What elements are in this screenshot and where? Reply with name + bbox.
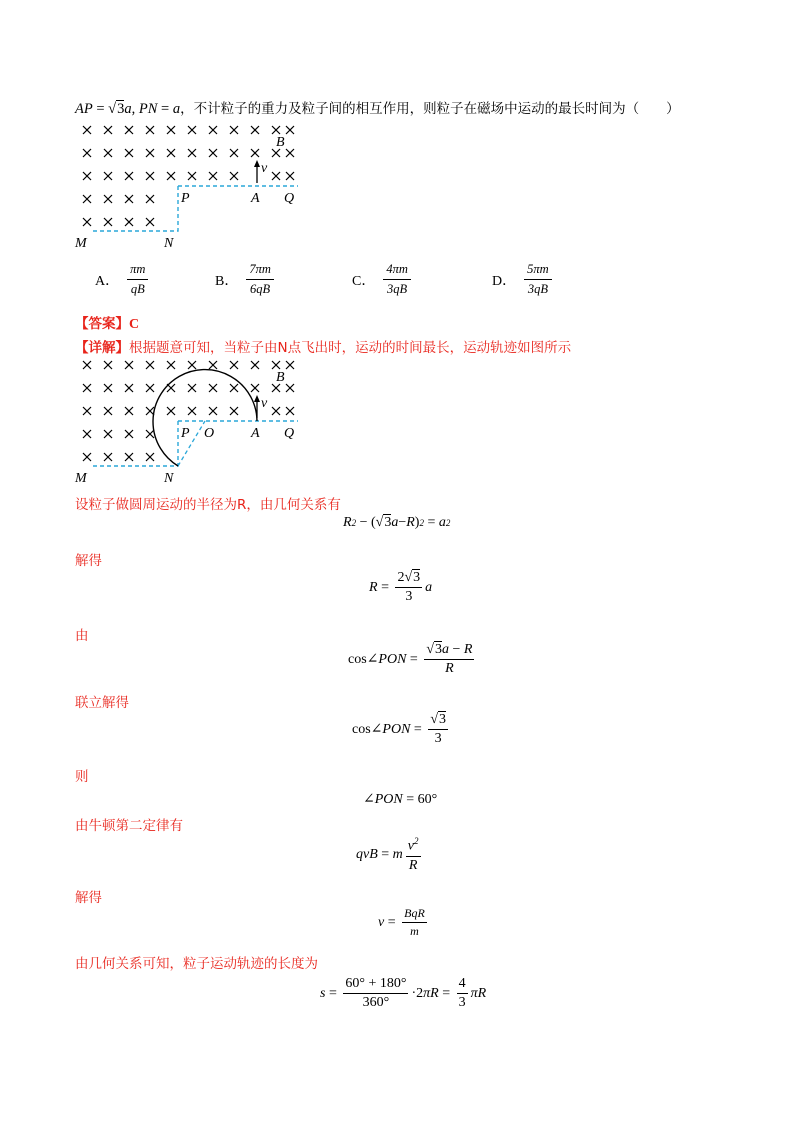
step-7: 解得 — [75, 890, 102, 906]
step-3: 由 — [75, 628, 89, 644]
label-B: B — [276, 370, 285, 385]
label-B: B — [276, 135, 285, 150]
label-N: N — [164, 471, 174, 486]
label-P: P — [181, 426, 190, 441]
equation-1: R 2 − ( √ 3 a − R ) 2 = a 2 — [343, 514, 451, 530]
label-v: v — [261, 161, 268, 176]
label-O: O — [204, 426, 215, 441]
label-v: v — [261, 396, 268, 411]
step-8: 由几何关系可知，粒子运动轨迹的长度为 — [75, 956, 318, 972]
figure-trajectory-2 — [70, 353, 310, 488]
step-4: 联立解得 — [75, 695, 129, 711]
step-6: 由牛顿第二定律有 — [75, 818, 183, 834]
label-Q: Q — [284, 191, 295, 206]
step-5: 则 — [75, 769, 89, 785]
equation-5: ∠ PON = 60° — [363, 791, 438, 807]
step-1: 设粒子做圆周运动的半径为R，由几何关系有 — [75, 497, 341, 513]
question-math: AP — [75, 101, 93, 117]
equation-8: s = $\frac{60^\circ + 180^\circ}{360^\circ}$ ·2 πR = $\frac{4}{3}$ πR — [320, 976, 487, 1010]
answer-line: 【答案】C — [75, 316, 140, 332]
label-M: M — [75, 471, 87, 486]
option-b[interactable]: B． $\frac{7\pi m}{6qB}$ — [215, 262, 274, 297]
answer-value: C — [129, 317, 140, 332]
option-a[interactable]: A． $\frac{\pi m}{qB}$ — [95, 262, 148, 297]
equation-6: qvB = m $\frac{v^2}{R}$ — [356, 836, 419, 873]
equation-4: cos∠ PON = $\frac{√3}{3}$ — [352, 712, 446, 746]
figure-magnetic-field-1 — [70, 118, 310, 253]
detail-line: 【详解】根据题意可知，当粒子由N点飞出时，运动的时间最长，运动轨迹如图所示 — [75, 340, 572, 356]
label-Q: Q — [284, 426, 295, 441]
trajectory-arc — [153, 370, 257, 466]
label-N: N — [164, 236, 174, 251]
question-line: AP = √3a, PN = a，不计粒子的重力及粒子间的相互作用，则粒子在磁场中运动的最长时间为（ ） — [75, 101, 680, 117]
option-d[interactable]: D． $\frac{5\pi m}{3qB}$ — [492, 262, 552, 297]
boundary-PNM — [90, 186, 178, 231]
label-M: M — [75, 236, 87, 251]
step-2: 解得 — [75, 553, 102, 569]
boundary-PNM — [90, 421, 178, 466]
label-P: P — [181, 191, 190, 206]
equation-7: v = BqR m — [378, 906, 425, 938]
label-A: A — [251, 426, 260, 441]
option-c[interactable]: C． $\frac{4\pi m}{3qB}$ — [352, 262, 411, 297]
equation-3: cos∠ PON = $\frac{√3a - R}{R}$ — [348, 642, 473, 676]
label-A: A — [251, 191, 260, 206]
equation-2: R = $\frac{2√3}{3}$ a — [369, 570, 433, 604]
question-text: ，不计粒子的重力及粒子间的相互作用，则粒子在磁场中运动的最长时间为（ ） — [180, 101, 680, 117]
